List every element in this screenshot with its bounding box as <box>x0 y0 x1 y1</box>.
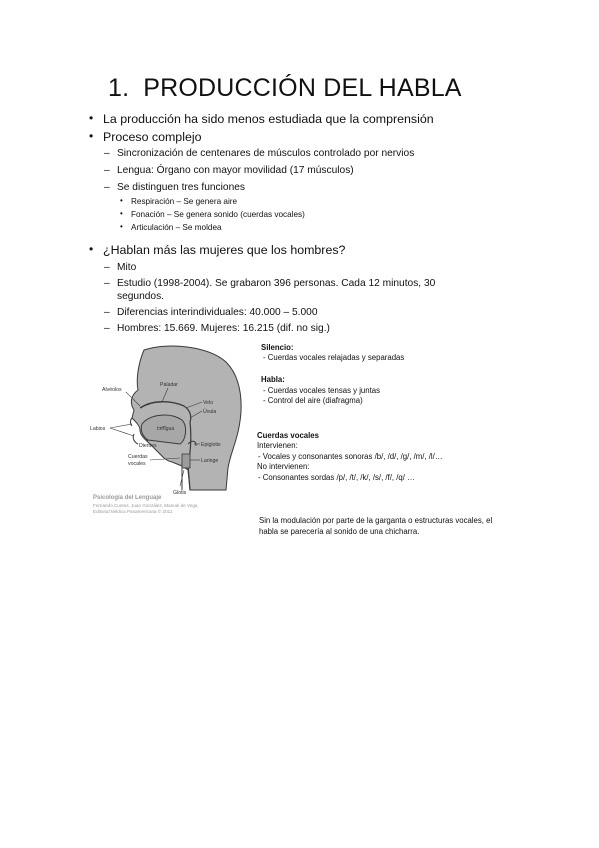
vocal-tract-diagram <box>86 344 246 516</box>
small-dot-icon: • <box>120 196 123 205</box>
dash-icon: – <box>104 182 110 193</box>
modulation-line-2: habla se parecería al sonido de una chicharra. <box>259 527 420 536</box>
label-glotis: Glotis <box>173 490 187 496</box>
label-uvula: Úvula <box>203 409 217 415</box>
bullet-dot-icon: • <box>89 129 94 143</box>
modulation-line-1: Sin la modulación por parte de la garganta o estructuras vocales, el <box>259 516 493 525</box>
label-cuerdas: Cuerdas <box>128 454 148 460</box>
lips-upper <box>131 418 133 426</box>
figure-caption-authors: Fernando Cuetos, Juan González, Manuel de Vega <box>93 503 198 508</box>
label-vocales: vocales <box>128 461 146 467</box>
figure-caption-publisher: Editorial Médica Panamericana © 2011 <box>93 509 173 514</box>
label-paladar: Paladar <box>160 382 178 388</box>
sub-study-line1: Estudio (1998-2004). Se grabaron 396 personas. Cada 12 minutos, 30 <box>117 278 436 289</box>
function-articulation: Articulación – Se moldea <box>131 223 222 232</box>
cuerdas-sonoras: - Vocales y consonantes sonoras /b/, /d/, /g/, /m/, /l/… <box>258 452 443 461</box>
bullet-dot-icon: • <box>89 242 94 256</box>
label-laringe: Laringe <box>201 458 219 464</box>
lips-lower <box>133 434 138 444</box>
dash-icon: – <box>104 278 110 289</box>
bullet-production-studied: La producción ha sido menos estudiada que la comprensión <box>103 112 434 126</box>
title-text: PRODUCCIÓN DEL HABLA <box>143 74 462 102</box>
cuerdas-title: Cuerdas vocales <box>257 431 319 440</box>
habla-item-1: - Cuerdas vocales tensas y juntas <box>263 386 381 395</box>
small-dot-icon: • <box>120 222 123 231</box>
habla-title: Habla: <box>261 375 285 384</box>
bullet-complex-process: Proceso complejo <box>103 130 202 144</box>
dash-icon: – <box>104 262 110 273</box>
label-alveolos: Alvéolos <box>102 387 122 393</box>
habla-item-2: - Control del aire (diafragma) <box>263 396 363 405</box>
larynx-shape <box>182 454 190 468</box>
sub-study-line2: segundos. <box>117 291 165 302</box>
cuerdas-no-intervienen: No intervienen: <box>257 462 310 471</box>
sub-tongue: Lengua: Órgano con mayor movilidad (17 músculos) <box>117 165 354 176</box>
silencio-item: - Cuerdas vocales relajadas y separadas <box>263 353 405 362</box>
sub-individual-differences: Diferencias interindividuales: 40.000 – 5.000 <box>117 307 318 318</box>
bullet-women-talk-more: ¿Hablan más las mujeres que los hombres? <box>103 243 346 257</box>
label-epiglotis: Epiglotis <box>201 442 221 448</box>
dash-icon: – <box>104 307 110 318</box>
label-dientes: Dientes <box>139 443 157 449</box>
dash-icon: – <box>104 323 110 334</box>
silencio-title: Silencio: <box>261 343 294 352</box>
dash-icon: – <box>104 165 110 176</box>
label-lengua: Lengua <box>157 426 175 432</box>
label-labios: Labios <box>90 426 106 432</box>
title-number: 1. <box>108 74 130 102</box>
function-respiration: Respiración – Se genera aire <box>131 197 238 206</box>
sub-men-women-counts: Hombres: 15.669. Mujeres: 16.215 (dif. no sig.) <box>117 323 330 334</box>
sub-three-functions: Se distinguen tres funciones <box>117 182 245 193</box>
bullet-dot-icon: • <box>89 111 94 125</box>
cuerdas-intervienen: Intervienen: <box>257 441 298 450</box>
function-phonation: Fonación – Se genera sonido (cuerdas vocales) <box>131 210 305 219</box>
small-dot-icon: • <box>120 209 123 218</box>
dash-icon: – <box>104 148 110 159</box>
cuerdas-sordas: - Consonantes sordas /p/, /t/, /k/, /s/, /f/, /q/ … <box>258 473 415 482</box>
sub-myth: Mito <box>117 262 137 273</box>
figure-caption-title: Psicología del Lenguaje <box>93 495 162 501</box>
page-title <box>108 74 462 103</box>
label-velo: Velo <box>203 400 214 406</box>
sub-muscle-sync: Sincronización de centenares de músculos controlado por nervios <box>117 148 415 159</box>
